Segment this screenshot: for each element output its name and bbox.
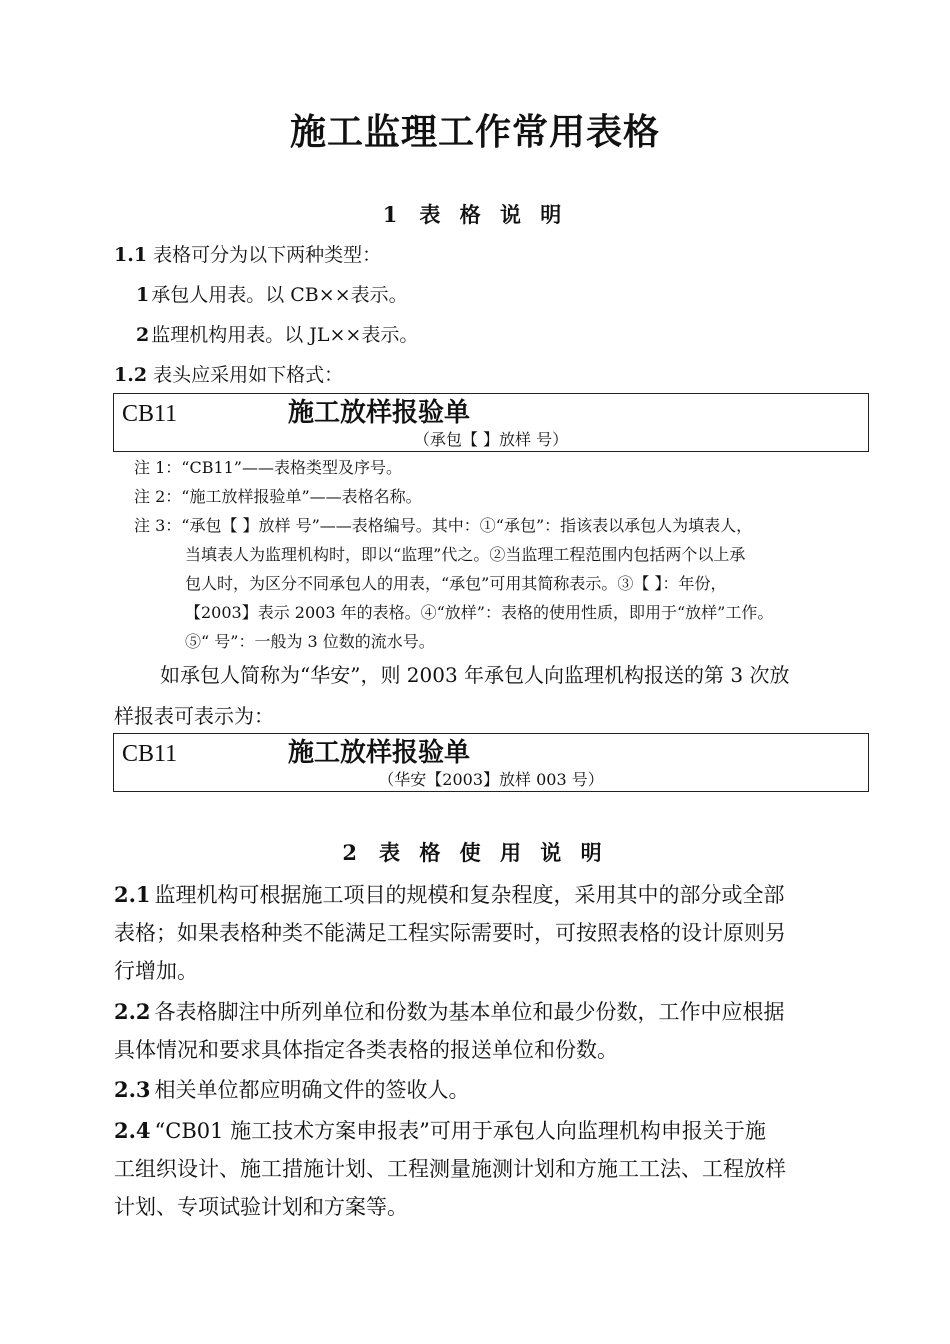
form-name: 施工放样报验单 <box>288 398 471 428</box>
example-form-number: （华安【2003】放样 003 号） <box>378 770 604 789</box>
clause-2-3-line-1: 相关单位都应明确文件的签收人。 <box>154 1078 470 1102</box>
clause-2-2-line-2: 具体情况和要求具体指定各类表格的报送单位和份数。 <box>114 1038 618 1062</box>
clause-1-2 <box>114 360 874 390</box>
note-3-line-2: 当填表人为监理机构时，即以“监理”代之。②当监理工程范围内包括两个以上承 <box>185 545 746 564</box>
section-1-number: 1 <box>382 202 398 227</box>
clause-1-2-number: 1.2 <box>114 364 148 386</box>
section-1-heading <box>0 200 950 230</box>
example-header-box <box>113 733 869 792</box>
item-1-text: 承包人用表。以 CB××表示。 <box>151 284 408 306</box>
section-2-heading <box>0 838 950 868</box>
clause-2-1 <box>114 876 860 990</box>
item-2-text: 监理机构用表。以 JL××表示。 <box>151 324 419 346</box>
note-1: 注 1：“CB11”——表格类型及序号。 <box>134 458 402 477</box>
clause-2-2-line-1: 各表格脚注中所列单位和份数为基本单位和最少份数，工作中应根据 <box>154 1000 785 1024</box>
note-2: 注 2：“施工放样报验单”——表格名称。 <box>134 487 422 506</box>
note-3: 注 3：“承包【 】放样 号”——表格编号。其中：①“承包”：指该表以承包人为填表人， <box>134 516 753 535</box>
example-text-line-2: 样报表可表示为： <box>114 704 274 728</box>
note-3-line-3: 包人时，为区分不同承包人的用表，“承包”可用其简称表示。③【 】：年份， <box>185 574 727 593</box>
clause-2-1-line-2: 表格；如果表格种类不能满足工程实际需要时，可按照表格的设计原则另 <box>114 921 786 945</box>
clause-2-1-number: 2.1 <box>114 882 151 907</box>
clause-2-4-number: 2.4 <box>114 1118 151 1143</box>
item-2-number: 2 <box>136 324 150 346</box>
clause-2-3-number: 2.3 <box>114 1077 151 1102</box>
clause-2-1-line-1: 监理机构可根据施工项目的规模和复杂程度，采用其中的部分或全部 <box>154 883 785 907</box>
clause-1-1-number: 1.1 <box>114 244 148 266</box>
clause-1-1 <box>114 240 874 270</box>
form-number-template: （承包【 】放样 号） <box>413 430 569 449</box>
clause-2-4-line-2: 工组织设计、施工措施计划、工程测量施测计划和方施工工法、工程放样 <box>114 1157 786 1181</box>
clause-2-2 <box>114 993 860 1069</box>
clause-2-1-line-3: 行增加。 <box>114 959 198 983</box>
item-1-number: 1 <box>136 284 150 306</box>
document-title: 施工监理工作常用表格 <box>289 111 660 153</box>
section-1-label: 表 格 说 明 <box>419 202 568 227</box>
clause-2-4 <box>114 1112 860 1226</box>
clause-1-1-item-2 <box>136 320 896 350</box>
section-2-number: 2 <box>342 840 358 865</box>
section-2-label: 表 格 使 用 说 明 <box>379 840 608 865</box>
clause-1-1-item-1 <box>136 280 896 310</box>
clause-2-2-number: 2.2 <box>114 999 151 1024</box>
clause-2-4-line-3: 计划、专项试验计划和方案等。 <box>114 1195 408 1219</box>
form-code: CB11 <box>122 401 178 427</box>
note-3-line-4: 【2003】表示 2003 年的表格。④“放样”：表格的使用性质，即用于“放样”工作。 <box>185 603 774 622</box>
note-3-line-5: ⑤“ 号”：一般为 3 位数的流水号。 <box>185 632 435 651</box>
clause-2-4-line-1: “CB01 施工技术方案申报表”可用于承包人向监理机构申报关于施 <box>154 1119 766 1143</box>
example-text-line-1: 如承包人简称为“华安”，则 2003 年承包人向监理机构报送的第 3 次放 <box>160 663 790 687</box>
example-form-code: CB11 <box>122 741 178 767</box>
clause-1-1-text: 表格可分为以下两种类型： <box>153 244 382 266</box>
example-form-name: 施工放样报验单 <box>288 738 471 768</box>
clause-1-2-text: 表头应采用如下格式： <box>153 364 344 386</box>
header-format-box <box>113 393 869 452</box>
clause-2-3 <box>114 1071 860 1109</box>
